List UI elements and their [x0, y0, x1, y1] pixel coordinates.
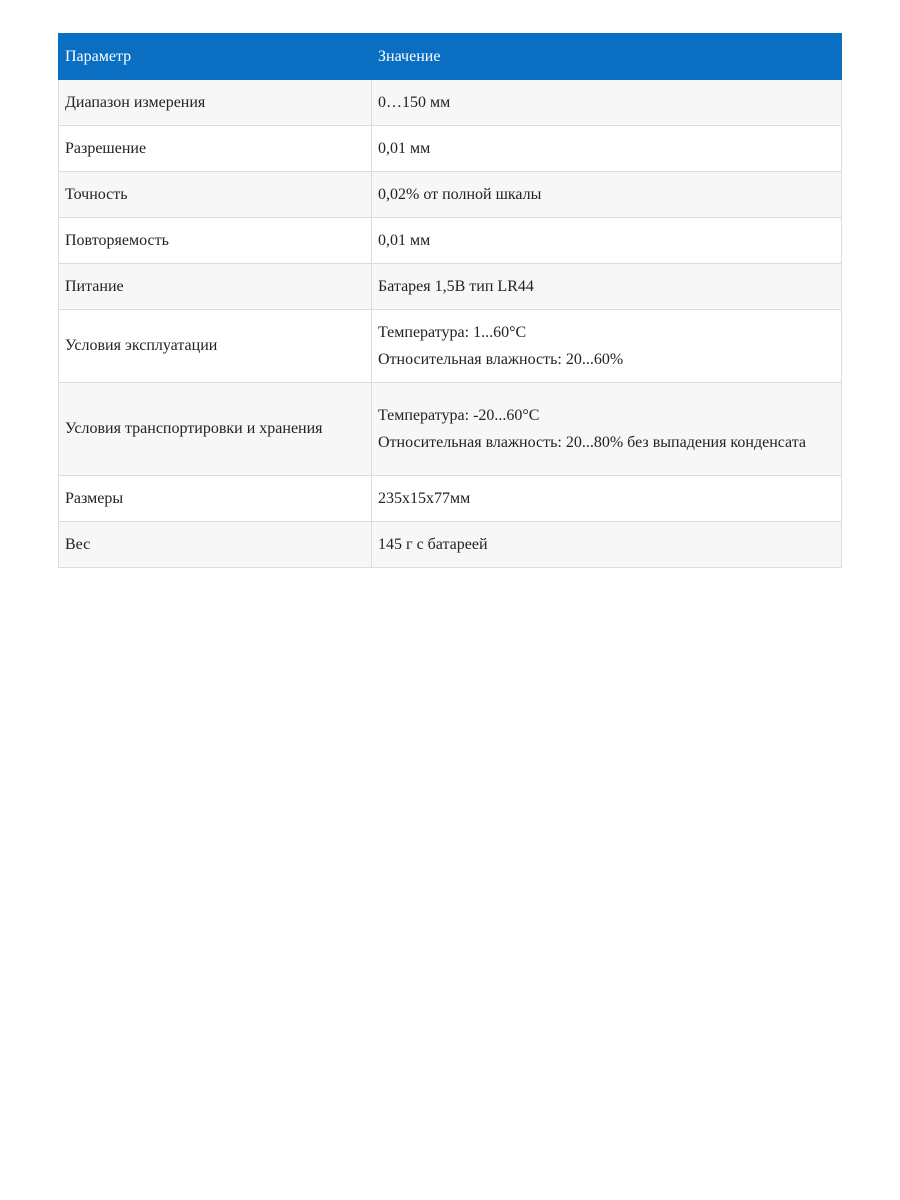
- value-cell: [372, 264, 842, 310]
- value-line: Батарея 1,5В тип LR44: [378, 277, 534, 295]
- value-line: Относительная влажность: 20...60%: [378, 350, 624, 368]
- header-value: Значение: [372, 34, 842, 80]
- value-cell: [372, 218, 842, 264]
- table-row: [59, 383, 842, 476]
- value-cell: [372, 522, 842, 568]
- value-cell: [372, 80, 842, 126]
- param-cell: Условия эксплуатации: [59, 310, 372, 383]
- value-line: 0,02% от полной шкалы: [378, 185, 542, 203]
- param-cell: Повторяемость: [59, 218, 372, 264]
- table-row: [59, 310, 842, 383]
- value-cell: [372, 383, 842, 476]
- value-cell: [372, 126, 842, 172]
- header-row: [59, 34, 842, 80]
- table-row: [59, 172, 842, 218]
- param-cell: Точность: [59, 172, 372, 218]
- value-cell: [372, 310, 842, 383]
- param-cell: Вес: [59, 522, 372, 568]
- param-cell: Диапазон измерения: [59, 80, 372, 126]
- table-header: [59, 34, 842, 80]
- spec-table: [58, 33, 842, 568]
- table-row: [59, 264, 842, 310]
- header-param: Параметр: [59, 34, 372, 80]
- value-line: 0,01 мм: [378, 139, 431, 157]
- table-body: [59, 80, 842, 568]
- value-cell: [372, 476, 842, 522]
- value-line: 0…150 мм: [378, 93, 451, 111]
- value-line: Температура: -20...60°C: [378, 406, 540, 424]
- param-cell: Размеры: [59, 476, 372, 522]
- table-row: [59, 476, 842, 522]
- value-line: 235х15х77мм: [378, 489, 471, 507]
- table-row: [59, 126, 842, 172]
- table-row: [59, 80, 842, 126]
- param-cell: Разрешение: [59, 126, 372, 172]
- param-cell: Питание: [59, 264, 372, 310]
- table-row: [59, 218, 842, 264]
- table-row: [59, 522, 842, 568]
- value-line: Относительная влажность: 20...80% без выпадения конденсата: [378, 433, 807, 451]
- value-line: 0,01 мм: [378, 231, 431, 249]
- value-cell: [372, 172, 842, 218]
- param-cell: Условия транспортировки и хранения: [59, 383, 372, 476]
- value-line: Температура: 1...60°C: [378, 323, 527, 341]
- value-line: 145 г с батареей: [378, 535, 488, 553]
